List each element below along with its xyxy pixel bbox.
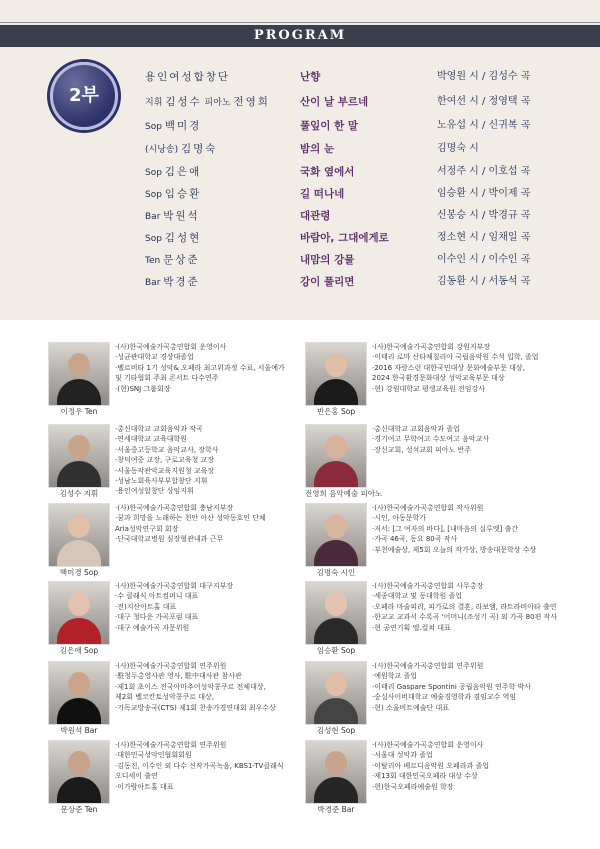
program-row — [0, 184, 600, 204]
portrait-head — [325, 435, 347, 459]
program-title: PROGRAM — [253, 28, 347, 43]
profile-bio — [115, 342, 337, 394]
performer-role: Sop — [145, 168, 165, 178]
profile-photo — [305, 342, 367, 406]
performer-role: Sop — [145, 190, 165, 200]
profile-card — [305, 503, 595, 583]
performer — [145, 67, 230, 88]
portrait-body — [57, 379, 101, 405]
performer-name: 임승환 — [164, 188, 202, 200]
bio-line: ·대한민국성악인협회회원 — [115, 751, 192, 760]
profile-card — [305, 740, 595, 820]
profile-card — [48, 503, 338, 583]
performer-role: (시낭송) — [145, 145, 181, 155]
performer — [145, 184, 201, 205]
bio-line: ·현 공연기획 엘.컬쳐 대표 — [372, 623, 451, 632]
portrait-body — [314, 540, 358, 566]
performer — [145, 116, 201, 137]
song-title: 풀잎이 한 말 — [300, 120, 359, 132]
portrait-body — [314, 618, 358, 644]
portrait-head — [325, 514, 347, 538]
profile-card — [305, 581, 595, 661]
bio-line: ·제13회 대한민국오페라 대상 수상 — [372, 772, 478, 781]
bio-line: ·서울중고등학교 음악교사, 장학사 — [115, 445, 219, 454]
bio-line: ·(사)한국예술가곡총연합회 작사위원 — [372, 504, 484, 512]
song-title: 산이 날 부르네 — [300, 96, 369, 108]
profile-photo — [305, 661, 367, 725]
bio-line: ·2016 자랑스런 대한국민대상 문화예술부문 대상, — [372, 363, 525, 372]
bio-line: ·(사)한국예술가곡총연합회 강원지부장 — [372, 343, 491, 351]
profile-bio — [372, 503, 594, 555]
bio-line: ·성균관대학교 경상대졸업 — [115, 353, 194, 362]
profile-card — [48, 581, 338, 661]
portrait-body — [314, 698, 358, 724]
portrait-body — [314, 379, 358, 405]
bio-line: 오디세이 출연 — [115, 772, 158, 781]
performer — [145, 228, 201, 249]
song-credit: 신봉승 시 / 박경규 곡 — [437, 210, 531, 221]
header-top-rule — [0, 22, 600, 23]
profile-name: 전영희 음악예술 피아노 — [305, 489, 383, 498]
performer — [145, 250, 200, 271]
bio-line: ·경기여고 무학여고 수도여고 음악교사 — [372, 435, 490, 444]
program-row — [0, 92, 600, 112]
performer-name: 김은애 — [164, 166, 202, 178]
profile-card — [48, 661, 338, 741]
bio-line: ·기독교방송국(CTS) 제1회 찬송가경연대회 최우수상 — [115, 703, 276, 712]
program-row — [0, 162, 600, 182]
profile-bio — [372, 661, 594, 713]
bio-line: ·이태리 로마 산타체칠리아 국립음악원 수석 입학, 졸업 — [372, 353, 539, 362]
portrait-body — [314, 777, 358, 803]
bio-line: 제2회 벨코칸토성악콩쿠르 대상, — [115, 693, 215, 702]
profile-photo — [48, 661, 110, 725]
song-title: 길 떠나네 — [300, 188, 345, 200]
portrait-head — [325, 751, 347, 775]
song-title: 국화 옆에서 — [300, 166, 355, 178]
profile-name: 임승환 Sop — [316, 646, 356, 655]
performer-name: 전영희 — [233, 96, 270, 108]
profiles-section — [0, 320, 600, 849]
profile-name: 김성현 Sop — [316, 726, 356, 735]
profile-bio — [115, 424, 337, 497]
profile-bio — [115, 661, 337, 713]
portrait-body — [57, 698, 101, 724]
performer-name: 김성현 — [164, 232, 202, 244]
profile-name: 김성수 지휘 — [59, 489, 99, 498]
bio-line: ·세종대학교 및 동대학원 졸업 — [372, 592, 463, 601]
bio-line: ·서울대 성악과 졸업 — [372, 751, 433, 760]
part-badge: 2부 — [50, 62, 118, 130]
bio-line: ·현)한국오페라예술원 학장 — [372, 782, 454, 791]
profile-name: 박경준 Bar — [317, 805, 355, 814]
bio-line: ·한교교 교과서 수록곡 '어머니(조성기 곡) 외 가곡 80편 작사 — [372, 613, 558, 622]
bio-line: ·오페라 마술피리, 피가로의 결혼, 라보엠, 라트라비아타 출연 — [372, 602, 557, 611]
bio-line: ·저서: [그 여자의 바다], [내마음의 실루엣] 출간 — [372, 524, 519, 533]
performer-role: Bar — [145, 212, 164, 222]
profile-photo — [48, 581, 110, 645]
bio-line: ·숭실사이버대학교 예술경영학과 겸임교수 역임 — [372, 693, 517, 702]
bio-line: ·이가람아트홀 대표 — [115, 782, 174, 791]
bio-line: ·대구 예술가곡 자문위원 — [115, 623, 190, 632]
profile-name: 박원석 Bar — [60, 726, 98, 735]
performer-name: 문상준 — [163, 254, 200, 266]
profile-photo — [48, 503, 110, 567]
portrait-head — [68, 592, 90, 616]
profile-name: 이정우 Ten — [60, 407, 98, 416]
program-row — [0, 228, 600, 248]
song-credit: 정소현 시 / 임채일 곡 — [437, 232, 531, 243]
profile-name: 백미경 Sop — [59, 568, 99, 577]
profile-bio — [115, 503, 337, 545]
song-title: 내맘의 강물 — [300, 254, 355, 266]
portrait-head — [68, 435, 90, 459]
bio-line: ·(사)한국예술가곡총연합회 연주위원 — [115, 741, 227, 749]
performer — [145, 139, 217, 160]
song-title: 밤의 눈 — [300, 143, 335, 155]
bio-line: ·현) 강원대학교 평생교육원 전임강사 — [372, 384, 486, 393]
portrait-head — [68, 751, 90, 775]
portrait-body — [57, 461, 101, 487]
bio-line: ·벨르비타 1기 성악& 오페라 최고위과정 수료, 서울예가 — [115, 363, 285, 372]
bio-line: ·연세대학교 교육대학원 — [115, 435, 188, 444]
program-row — [0, 67, 600, 87]
portrait-head — [325, 672, 347, 696]
bio-line: ·부천예술상, 제5회 오늘의 작가상, 방송대문학상 수상 — [372, 545, 537, 554]
performer — [145, 92, 270, 113]
song-credit: 한여선 시 / 정영택 곡 — [437, 96, 531, 107]
bio-line: ·총신대학교 교회음악과 졸업 — [372, 425, 460, 433]
portrait-head — [68, 353, 90, 377]
performer-name: 용인여성합창단 — [145, 71, 231, 83]
bio-line: ·전)지산아트홀 대표 — [115, 602, 177, 611]
bio-line: ·(사)한국예술가곡총연합회 충남지부장 — [115, 504, 234, 512]
profile-photo — [305, 424, 367, 488]
performer-name: 박경준 — [163, 276, 200, 288]
profile-name: 문상준 Ten — [60, 805, 98, 814]
performer-role: Ten — [145, 256, 164, 266]
song-title: 강이 풀리면 — [300, 276, 355, 288]
performer-name: 박원석 — [163, 210, 200, 222]
profile-card — [48, 740, 338, 820]
profile-photo — [305, 503, 367, 567]
performer — [145, 206, 200, 227]
bio-line: ·서울동작관악교육지원청 교육장 — [115, 466, 215, 475]
song-credit: 김동환 시 / 서동석 곡 — [437, 276, 531, 287]
bio-line: 2024 한국환경문화대상 성악교육부문 대상 — [372, 374, 505, 383]
song-credit: 임승환 시 / 박이제 곡 — [437, 188, 531, 199]
profile-name: 빈은홍 Sop — [316, 407, 356, 416]
bio-line: ·현) 소울비트예술단 대표 — [372, 703, 450, 712]
portrait-head — [325, 353, 347, 377]
performer-role: 피아노 — [201, 98, 234, 108]
bio-line: Aria성악연구회 회장 — [115, 524, 179, 533]
song-title: 난향 — [300, 71, 321, 83]
profile-name: 김명숙 시인 — [316, 568, 356, 577]
performer — [145, 272, 200, 293]
bio-line: ·(사)한국예술가곡총연합회 연주위원 — [372, 662, 484, 670]
song-credit: 노유섭 시 / 신귀복 곡 — [437, 120, 531, 131]
profile-bio — [115, 581, 337, 633]
song-credit: 박영원 시 / 김성수 곡 — [437, 71, 531, 82]
portrait-body — [57, 618, 101, 644]
bio-line: ·이탈리아 베르디음악원 오페라과 졸업 — [372, 761, 490, 770]
bio-line: ·꿈과 희망을 노래하는 천안 아산 성악동호인 단체 — [115, 514, 266, 523]
bio-line: ·성남노회육사부부합창단 지휘 — [115, 477, 208, 486]
performer-role: Sop — [145, 234, 165, 244]
profile-photo — [305, 581, 367, 645]
program-row — [0, 272, 600, 292]
portrait-head — [68, 514, 90, 538]
song-credit: 김명숙 시 — [437, 143, 479, 154]
performer-role: Bar — [145, 278, 164, 288]
profile-card — [305, 661, 595, 741]
profile-card — [48, 424, 338, 504]
profile-card — [48, 342, 338, 422]
portrait-body — [57, 777, 101, 803]
bio-line: ·총신대학교 교회음악과 작곡 — [115, 425, 203, 433]
portrait-body — [57, 540, 101, 566]
portrait-body — [314, 461, 358, 487]
profile-bio — [372, 342, 594, 394]
bio-line: ·(사)한국예술가곡총연합회 운영이사 — [372, 741, 484, 749]
bio-line: ·駐청두총영사관 영사, 駐中대사관 참사관 — [115, 672, 242, 681]
bio-line: ·예원학교 졸업 — [372, 672, 418, 681]
profile-photo — [48, 424, 110, 488]
bio-line: 및 기타협회 주최 콘서트 다수연주 — [115, 374, 219, 383]
performer-role: Sop — [145, 122, 165, 132]
program-row — [0, 250, 600, 270]
bio-line: ·수 클래식 아트컴퍼니 대표 — [115, 592, 199, 601]
profile-photo — [305, 740, 367, 804]
program-row — [0, 206, 600, 226]
bio-line: ·(사)한국예술가곡총연합회 사무총장 — [372, 582, 484, 590]
bio-line: ·단국대학교병원 심장혈관내과 근무 — [115, 535, 224, 544]
portrait-head — [325, 592, 347, 616]
portrait-head — [68, 672, 90, 696]
profile-photo — [48, 342, 110, 406]
bio-line: ·김동진, 이수인 외 다수 신작가곡녹음, KBS1-TV클래식 — [115, 761, 284, 770]
program-row — [0, 116, 600, 136]
profile-photo — [48, 740, 110, 804]
program-header — [0, 25, 600, 47]
profile-card — [305, 424, 595, 504]
performer-name: 김명숙 — [180, 143, 218, 155]
profile-bio — [115, 740, 337, 792]
song-credit: 이수인 시 / 이수인 곡 — [437, 254, 531, 265]
bio-line: ·(현)SNJ 그룹회장 — [115, 384, 171, 393]
profile-bio — [372, 581, 594, 633]
bio-line: ·(사)한국예술가곡총연합회 연주위원 — [115, 662, 227, 670]
bio-line: ·가곡 46곡, 동요 80곡 작사 — [372, 535, 458, 544]
bio-line: ·이태리 Gaspare Spontini 공립음악원 연주학 박사 — [372, 682, 532, 691]
performer-role: 지휘 — [145, 98, 166, 108]
profile-card — [305, 342, 595, 422]
program-row — [0, 139, 600, 159]
profile-name: 김은애 Sop — [59, 646, 99, 655]
bio-line: ·시인, 아동문학가 — [372, 514, 427, 523]
bio-line: ·장신교회, 성석교회 피아노 반주 — [372, 445, 472, 454]
song-title: 대관령 — [300, 210, 331, 222]
bio-line: ·창덕여중 교장, 구로교육청 교장 — [115, 456, 215, 465]
profile-bio — [372, 740, 594, 792]
song-credit: 서정주 시 / 이호섭 곡 — [437, 166, 531, 177]
bio-line: ·(사)한국예술가곡총연합회 운영이사 — [115, 343, 227, 351]
performer-name: 김성수 — [165, 96, 202, 108]
performer — [145, 162, 201, 183]
performer-name: 백미경 — [164, 120, 202, 132]
song-title: 바람아, 그대에게로 — [300, 232, 389, 244]
bio-line: ·대구 청다운 가곡포럼 대표 — [115, 613, 199, 622]
bio-line: ·제1회 초이스 전국아마추어성악콩쿠르 전체대상, — [115, 682, 266, 691]
bio-line: ·(사)한국예술가곡총연합회 대구지부장 — [115, 582, 234, 590]
bio-line: ·용인여성합창단 상임지휘 — [115, 487, 194, 496]
profile-bio — [372, 424, 594, 455]
